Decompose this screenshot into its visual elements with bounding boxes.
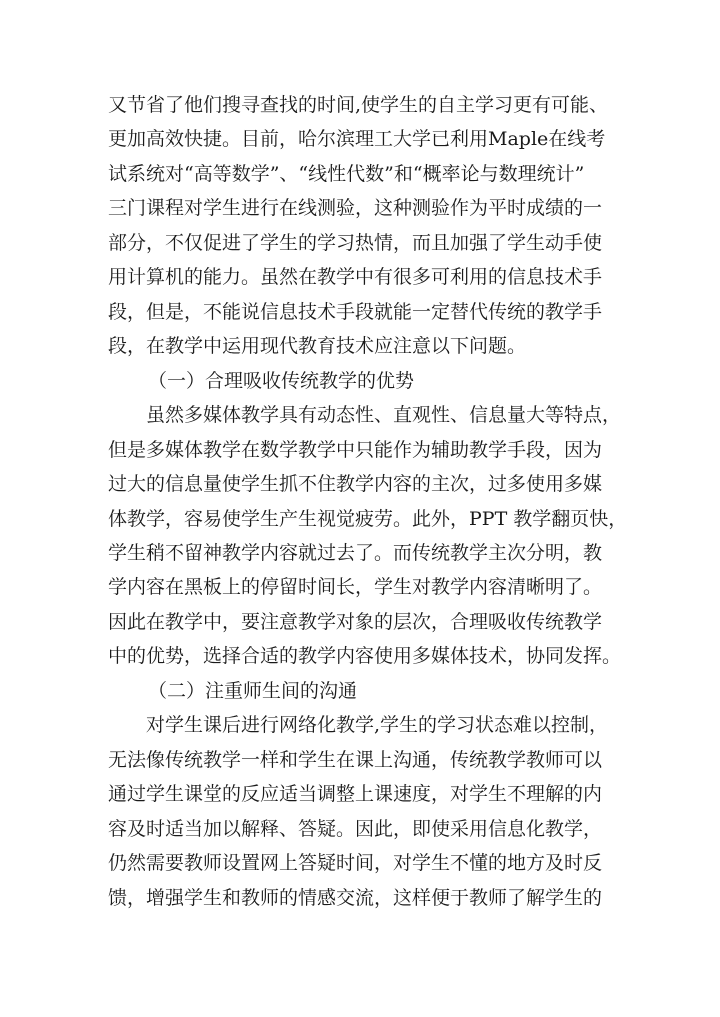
paragraph-line: 通过学生课堂的反应适当调整上课速度，对学生不理解的内 bbox=[108, 783, 603, 805]
paragraph-line: 虽然多媒体教学具有动态性、直观性、信息量大等特点， bbox=[146, 404, 622, 426]
paragraph-line: 更加高效快捷。目前，哈尔滨理工大学已利用Maple在线考 bbox=[108, 128, 606, 150]
paragraph-line: 段，但是，不能说信息技术手段就能一定替代传统的教学手 bbox=[108, 301, 603, 323]
section-heading: （一）合理吸收传统教学的优势 bbox=[148, 370, 415, 392]
paragraph-line: 仍然需要教师设置网上答疑时间，对学生不懂的地方及时反 bbox=[108, 852, 603, 874]
paragraph-line: 无法像传统教学一样和学生在课上沟通，传统教学教师可以 bbox=[108, 749, 603, 771]
paragraph-line: 学生稍不留神教学内容就过去了。而传统教学主次分明，教 bbox=[108, 542, 603, 564]
paragraph-line: 因此在教学中，要注意教学对象的层次，合理吸收传统教学 bbox=[108, 611, 603, 633]
paragraph-line: 容及时适当加以解释、答疑。因此，即使采用信息化教学， bbox=[108, 818, 603, 840]
paragraph-line: 用计算机的能力。虽然在教学中有很多可利用的信息技术手 bbox=[108, 266, 603, 288]
paragraph-line: 又节省了他们搜寻查找的时间,使学生的自主学习更有可能、 bbox=[108, 94, 609, 116]
paragraph-line: 段，在教学中运用现代教育技术应注意以下问题。 bbox=[108, 335, 527, 357]
paragraph-line: 三门课程对学生进行在线测验，这种测验作为平时成绩的一 bbox=[108, 197, 603, 219]
paragraph-line: 但是多媒体教学在数学教学中只能作为辅助教学手段，因为 bbox=[108, 439, 603, 461]
paragraph-line: 馈，增强学生和教师的情感交流，这样便于教师了解学生的 bbox=[108, 887, 603, 909]
paragraph-line: 试系统对“高等数学”、“线性代数”和“概率论与数理统计” bbox=[108, 163, 585, 185]
paragraph-line: 学内容在黑板上的停留时间长，学生对教学内容清晰明了。 bbox=[108, 576, 603, 598]
paragraph-line: 过大的信息量使学生抓不住教学内容的主次，过多使用多媒 bbox=[108, 473, 603, 495]
paragraph-line: 体教学，容易使学生产生视觉疲劳。此外，PPT 教学翻页快， bbox=[108, 508, 628, 530]
paragraph-line: 对学生课后进行网络化教学,学生的学习状态难以控制， bbox=[146, 714, 609, 736]
paragraph-line: 部分，不仅促进了学生的学习热情，而且加强了学生动手使 bbox=[108, 232, 603, 254]
paragraph-line: 中的优势，选择合适的教学内容使用多媒体技术，协同发挥。 bbox=[108, 645, 622, 667]
section-heading: （二）注重师生间的沟通 bbox=[148, 680, 358, 702]
